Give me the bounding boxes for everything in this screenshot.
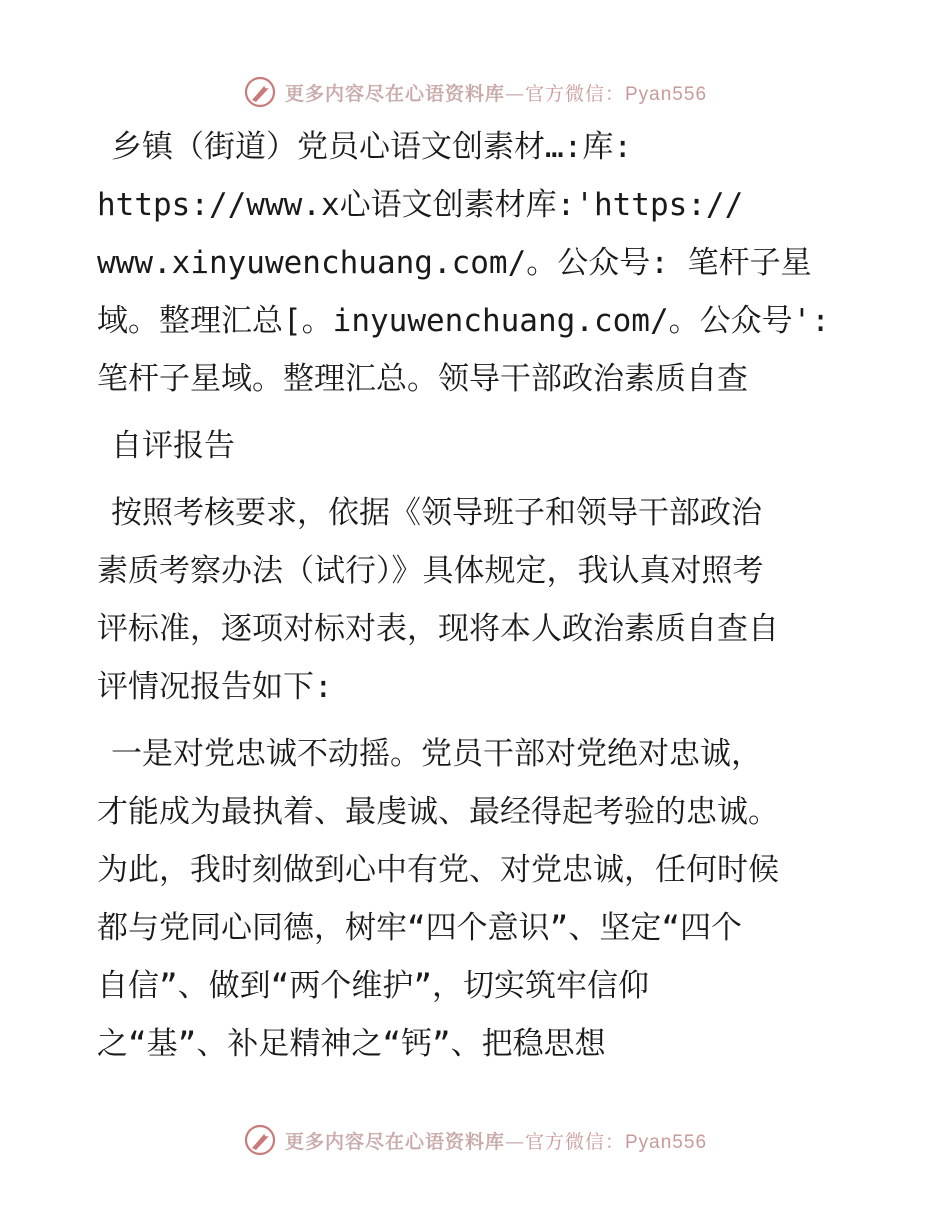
text-line: 一是对党忠诚不动摇。党员干部对党绝对忠诚， <box>111 736 762 772</box>
watermark-banner-bottom <box>0 1120 950 1160</box>
pen-seal-icon <box>243 75 277 109</box>
title-paragraph <box>97 417 857 475</box>
text-line: www.xinyuwenchuang.com/。公众号: 笔杆子星 <box>97 245 812 281</box>
watermark-banner-top <box>0 72 950 112</box>
text-line: 为此，我时刻做到心中有党、对党忠诚，任何时候 <box>97 852 779 888</box>
text-line: 评标准，逐项对标对表，现将本人政治素质自查自 <box>97 611 779 647</box>
section-1-paragraph <box>97 725 857 1073</box>
text-line: 按照考核要求，依据《领导班子和领导干部政治 <box>111 495 762 531</box>
document-body <box>97 118 857 1082</box>
text-line: 笔杆子星域。整理汇总。领导干部政治素质自查 <box>97 361 748 397</box>
watermark-text: 更多内容尽在心语资料库—官方微信：Pyan556 <box>284 1130 708 1153</box>
document-title: 自评报告 <box>111 428 235 464</box>
text-line: 乡镇（街道）党员心语文创素材…:库: <box>111 129 632 165</box>
text-line: 之“基”、补足精神之“钙”、把稳思想 <box>97 1026 606 1062</box>
header-paragraph <box>97 118 857 408</box>
text-line: https://www.x心语文创素材库:'https:// <box>97 187 744 223</box>
text-line: 域。整理汇总[。inyuwenchuang.com/。公众号': <box>97 303 830 339</box>
intro-paragraph <box>97 484 857 716</box>
text-line: 都与党同心同德，树牢“四个意识”、坚定“四个 <box>97 910 742 946</box>
text-line: 自信”、做到“两个维护”，切实筑牢信仰 <box>97 968 649 1004</box>
pen-seal-icon <box>243 1123 277 1157</box>
text-line: 才能成为最执着、最虔诚、最经得起考验的忠诚。 <box>97 794 779 830</box>
text-line: 评情况报告如下: <box>97 669 333 705</box>
watermark-text: 更多内容尽在心语资料库—官方微信：Pyan556 <box>284 82 708 105</box>
text-line: 素质考察办法（试行）》具体规定，我认真对照考 <box>97 553 764 589</box>
